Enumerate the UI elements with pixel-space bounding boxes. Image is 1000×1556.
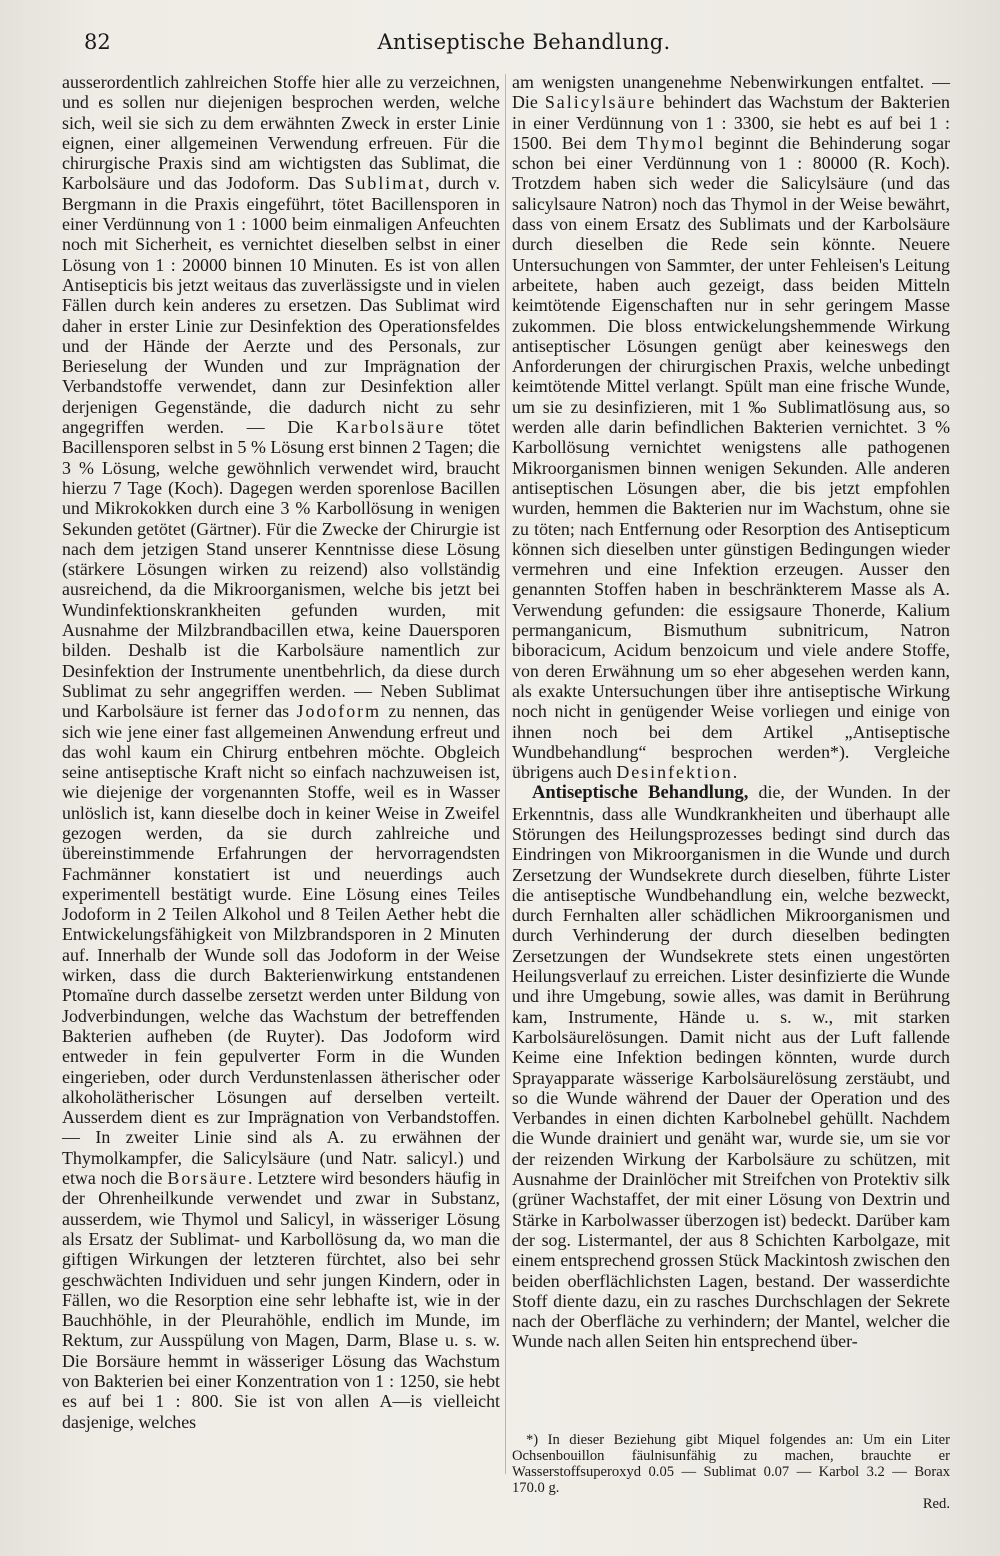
text-run: am wenigsten unangenehme Nebenwirkungen entfaltet. — Die bbox=[512, 72, 950, 113]
spaced-term-karbolsaeure: Karbolsäure bbox=[336, 417, 446, 438]
spaced-term-desinfektion: Desinfektion bbox=[616, 762, 733, 783]
right-paragraph bbox=[512, 72, 950, 782]
left-paragraph bbox=[62, 72, 500, 1432]
spaced-term-borsaeure: Borsäure bbox=[167, 1168, 248, 1189]
text-run: behindert das Wachstum der Bakterien in einer Verdünnung von 1 : 3300, sie hebt es auf bei 1 : 1500. Bei dem bbox=[512, 92, 950, 153]
text-run: die, der Wunden. In der Erkenntnis, dass alle Wundkrankheiten und überhaupt alle Störungen des Heilungsprozesses bedingt sind durch das Eindringen von Mikroorganismen in die Wunde und durch Zersetzung der Wundsekrete durch dieselben, führte Lister die antiseptische Wundbehandlung ein, welche bezweckt, durch Fernhalten aller schädlichen Mikroorganismen und durch Verhinderung der durch dieselben bedingten Zersetzungen der Wundsekrete stets einen ungestörten Heilungsverlauf zu erreichen. Lister desinfizierte die Wunde und ihre Umgebung, sowie alles, was damit in Berührung kam, Instrumente, Hände u. s. w., mit starken Karbolsäurelösungen. Damit nicht aus der Luft fallende Keime eine Infektion bedingen könnten, wurde durch Sprayapparate wässerige Karbolsäurelösung zerstäubt, und so die Wunde während der Dauer der Operation und des Verbandes in einen dichten Karbolnebel gehüllt. Nachdem die Wunde drainiert und genäht war, wurde sie, um sie vor der reizenden Wirkung der Karbolsäure zu schützen, mit Ausnahme der Drainlöcher mit Streifchen von Protektiv silk (grüner Wachstaffet, der mit einer Lösung von Dextrin und Stärke in Karbolwasser überzogen ist) bedeckt. Darüber kam der sog. Listermantel, der aus 8 Schichten Karbolgaze, mit einem entsprechend grossen Stück Mackintosh zwischen den beiden oberflächlichsten Lagen, bestand. Der wasserdichte Stoff diente dazu, ein zu rasches Durchschlagen der Sekrete nach der Oberfläche zu verhindern; der Mantel, welcher die Wunde nach allen Seiten hin entsprechend über- bbox=[512, 782, 950, 1352]
spaced-term-thymol: Thymol bbox=[636, 132, 706, 153]
page-number: 82 bbox=[84, 30, 111, 54]
column-divider bbox=[505, 74, 506, 1474]
text-run: ausserordentlich zahlreichen Stoffe hier alle zu verzeichnen, und es sollen nur diejenigen besprochen werden, welche sich, weil sie sich zu dem erwähnten Zweck in erster Linie eignen, einer allgemeinen Verwendung erfreuen. Für die chirurgische Praxis sind am wichtigsten das Sublimat, die Karbolsäure und das Jodoform. Das bbox=[62, 72, 500, 194]
text-run: beginnt die Behinderung sogar schon bei einer Verdünnung von 1 : 80000 (R. Koch). Trotzdem haben sich weder die Salicylsäure (und das salicylsaure Natron) noch das Thymol in der Weise bewährt, dass von einem Ersatz des Sublimats und der Karbolsäure durch dieselben die Rede sein könnte. Neuere Untersuchungen von Sammter, der unter Fehleisen's Leitung arbeitete, haben auch gezeigt, dass beiden Mitteln keimtötende Eigenschaften nur in sehr geringem Masse zukommen. Die bloss entwickelungshemmende Wirkung antiseptischer Lösungen genügt aber keineswegs den Anforderungen der chirurgischen Praxis, welche unbedingt keimtötende Mittel verlangt. Spült man eine frische Wunde, um sie zu desinfizieren, mit 1 ‰ Sublimatlösung aus, so werden alle darin befindlichen Bakterien vernichtet. 3 % Karbollösung vernichtet wenigstens alle pathogenen Mikroorganismen binnen wenigen Sekunden. Alle anderen antiseptischen Lösungen aber, die bis jetzt empfohlen wurden, hemmen die Bakterien nur im Wachstum, ohne sie zu töten; nach Entfernung oder Resorption des Antisepticum können sich dieselben unter günstigen Bedingungen wieder vermehren und eine Infektion erzeugen. Ausser den genannten Stoffen haben in beschränkterem Masse als A. Verwendung gefunden: die essigsaure Thonerde, Kalium permanganicum, Bismuthum subnitricum, Natron biboracicum, Acidum benzoicum und viele andere Stoffe, von deren Erwähnung um so eher abgesehen werden kann, als exakte Untersuchungen über ihre antiseptische Wirkung noch nicht in genügender Weise vorliegen und einige von ihnen noch bei dem Artikel „Antiseptische Wundbehandlung“ besprochen werden*). Vergleiche übrigens auch bbox=[512, 132, 950, 783]
footnote-signature: Red. bbox=[922, 1496, 950, 1512]
footnote bbox=[512, 1432, 950, 1512]
footnote-text: *) In dieser Beziehung gibt Miquel folgendes an: Um ein Liter Ochsenbouillon fäulnisunfähig zu machen, brauchte er Wasserstoffsuperoxyd 0.05 — Sublimat 0.07 — Karbol 3.2 — Borax 170.0 g. bbox=[512, 1432, 950, 1496]
spaced-term-salicylsaeure: Salicylsäure bbox=[544, 92, 657, 113]
text-run: tötet Bacillensporen selbst in 5 % Lösung erst binnen 2 Tagen; die 3 % Lösung, welche gewöhnlich verwendet wird, braucht hierzu 7 Tage (Koch). Dagegen werden sporenlose Bacillen und Mikrokokken durch eine 3 % Karbollösung in wenigen Sekunden getötet (Gärtner). Für die Zwecke der Chirurgie ist nach dem jetzigen Stand unserer Kenntnisse diese Lösung (stärkere Lösungen wirken zu reizend) also vollständig ausreichend, da die Mikroorganismen, welche bis jetzt bei Wundinfektionskrankheiten gefunden wurden, mit Ausnahme der Milzbrandbacillen etwa, keine Dauersporen bilden. Deshalb ist die Karbolsäure namentlich zur Desinfektion der Instrumente unentbehrlich, da diese durch Sublimat zu sehr angegriffen werden. — Neben Sublimat und Karbolsäure ist ferner das bbox=[62, 417, 500, 722]
text-run: , durch v. Bergmann in die Praxis eingeführt, tötet Bacillensporen in einer Verdünnung von 1 : 1000 beim einmaligen Anfeuchten noch mit Sicherheit, es vernichtet dieselben selbst in einer Lösung von 1 : 20000 binnen 10 Minuten. Es ist von allen Antisepticis bis jetzt weitaus das zuverlässigste und in vielen Fällen durch kein anderes zu ersetzen. Das Sublimat wird daher in erster Linie zur Desinfektion des Operationsfeldes und der Hände der Aerzte und des Personals, zur Berieselung der Wunden und zur Imprägnation der Verbandstoffe verwendet, dann zur Desinfektion aller derjenigen Gegenstände, die dadurch nicht zu sehr angegriffen werden. — Die bbox=[62, 173, 500, 438]
left-column bbox=[62, 72, 500, 1432]
spaced-term-sublimat: Sublimat bbox=[344, 173, 426, 194]
page-header bbox=[84, 30, 964, 64]
spaced-term-jodoform: Jodoform bbox=[296, 701, 382, 722]
text-run: zu nennen, das sich wie jene einer fast allgemeinen Anwendung erfreut und das wohl kaum ein Chirurg entbehren möchte. Obgleich seine antiseptische Kraft nicht so einfach nachzuweisen ist, wie diejenige der vorgenannten Stoffe, weil es in Wasser unlöslich ist, kann dieselbe doch in keiner Weise in Zweifel gezogen werden, da sie durch zahlreiche und übereinstimmende Erfahrungen der hervorragendsten Fachmänner konstatiert ist und neuerdings auch experimentell bestätigt wurde. Eine Lösung eines Teiles Jodoform in 2 Teilen Alkohol und 8 Teilen Aether hebt die Entwickelungsfähigkeit von Milzbrandsporen in 2 Minuten auf. Innerhalb der Wunde soll das Jodoform in der Weise wirken, dass die durch Bakterienwirkung entstandenen Ptomaïne durch dasselbe zersetzt werden unter Bildung von Jodverbindungen, welche das Wachstum der betreffenden Bakterien aufheben (de Ruyter). Das Jodoform wird entweder in fein gepulverter Form in die Wunden eingerieben, oder durch Verdunstenlassen ätherischer oder alkoholätherischer Lösungen auf derselben verteilt. Ausserdem dient es zur Imprägnation von Verbandstoffen. — In zweiter Linie sind als A. zu erwähnen der Thymolkampfer, die Salicylsäure (und Natr. salicyl.) und etwa noch die bbox=[62, 701, 500, 1189]
right-column bbox=[512, 72, 950, 1352]
entry-paragraph bbox=[512, 782, 950, 1351]
entry-headword: Antiseptische Behandlung, bbox=[532, 783, 749, 804]
text-run: . Letztere wird besonders häufig in der Ohrenheilkunde verwendet und zwar in Substanz, ausserdem, wie Thymol und Salicyl, in wässeriger Lösung als Ersatz der Sublimat- und Karbollösung da, wo man die giftigen Wirkungen der letzteren fürchtet, also bei sehr geschwächten Individuen und sehr jungen Kindern, oder in Fällen, wo die Resorption eine sehr lebhafte ist, wie in der Bauchhöhle, in der Pleurahöhle, endlich im Munde, im Rektum, zur Ausspülung von Magen, Darm, Blase u. s. w. Die Borsäure hemmt in wässeriger Lösung das Wachstum von Bakterien bei einer Konzentration von 1 : 1250, sie hebt es auf bei 1 : 800. Sie ist von allen A—is vielleicht dasjenige, welches bbox=[62, 1168, 501, 1432]
running-title: Antiseptische Behandlung. bbox=[377, 30, 671, 54]
text-run: . bbox=[732, 762, 738, 783]
